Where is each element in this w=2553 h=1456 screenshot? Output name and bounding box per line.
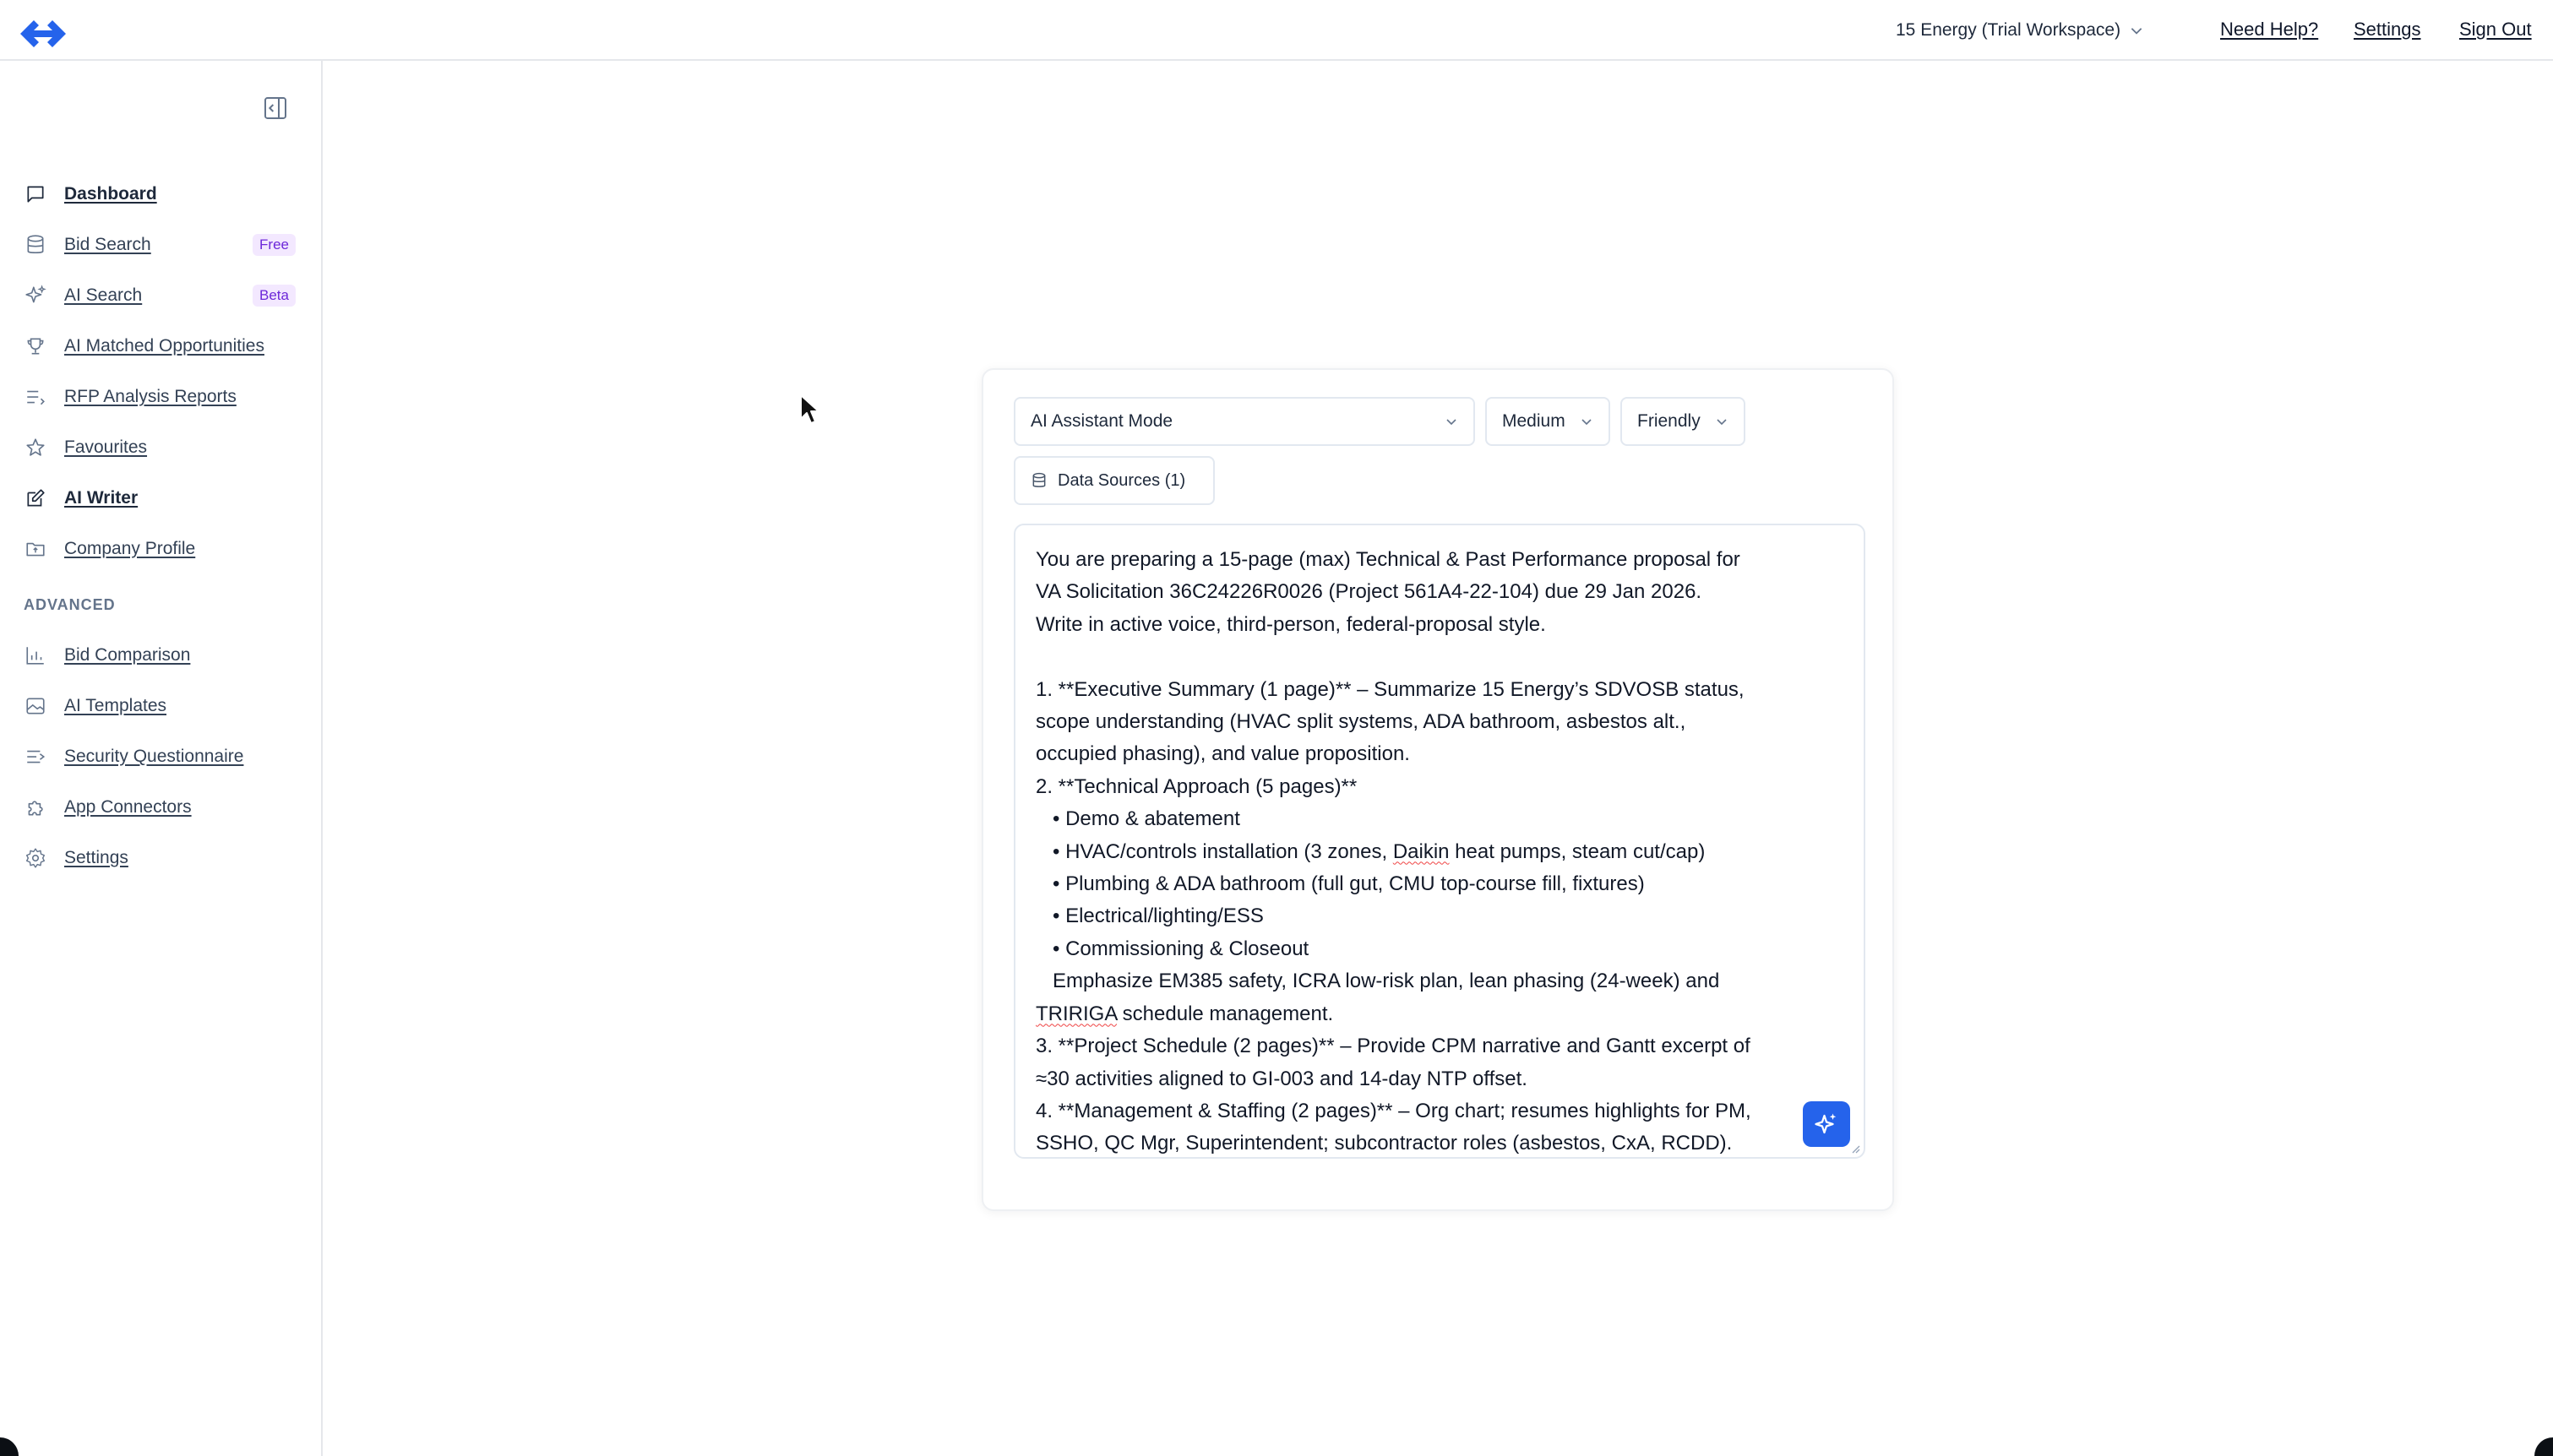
sidebar-item-ai-search[interactable] (24, 279, 302, 312)
message-square-icon (24, 182, 47, 206)
list-icon (24, 385, 47, 409)
sign-out-link[interactable]: Sign Out (2459, 19, 2532, 40)
sidebar-item-label: App Connectors (64, 797, 192, 817)
sidebar-item-dashboard[interactable] (24, 177, 302, 211)
sidebar-item-ai-writer[interactable] (24, 481, 302, 515)
ai-writer-card (982, 368, 1894, 1211)
sparkles-icon (1814, 1111, 1839, 1137)
sidebar (0, 61, 323, 1456)
edit-icon (24, 486, 47, 510)
image-icon (24, 694, 47, 718)
sidebar-item-label: Favourites (64, 437, 148, 457)
need-help-link[interactable]: Need Help? (2220, 19, 2319, 40)
prompt-text: You are preparing a 15-page (max) Technical & Past Performance proposal for VA Solicitation 36C24226R0026 (Project 561A4-22-104) due 29 Jan 2026. Write in active voice, third-person, federal-proposal style. 1. **Executive Summary (1 page)** – Summarize 15 Energy’s SDVOSB status, scope understanding (HVAC split systems, ADA bathroom, asbestos alt., occupied phasing), and value proposition. 2. **Technical Approach (5 pages)** • Demo & abatement • HVAC/controls installation (3 zones, Daikin heat pumps, steam cut/cap) • Plumbing & ADA bathroom (full gut, CMU top-course fill, fixtures) • Electrical/lighting/ESS • Commissioning & Closeout Emphasize EM385 safety, ICRA low-risk plan, lean phasing (24-week) and TRIRIGA schedule management. 3. **Project Schedule (2 pages)** – Provide CPM narrative and Gantt excerpt of ≈30 activities aligned to GI-003 and 14-day NTP offset. 4. **Management & Staffing (2 pages)** – Org chart; resumes highlights for PM, SSHO, QC Mgr, Superintendent; subcontractor roles (asbestos, CxA, RCDD). (1036, 548, 1751, 1155)
sidebar-item-settings[interactable] (24, 841, 302, 875)
sidebar-item-app-connectors[interactable] (24, 790, 302, 824)
trophy-icon (24, 334, 47, 358)
sidebar-item-label: AI Templates (64, 696, 167, 715)
gear-icon (24, 846, 47, 870)
window-corner (2534, 1437, 2553, 1456)
sidebar-item-label: Bid Comparison (64, 645, 191, 665)
assistant-mode-select[interactable] (1014, 397, 1475, 446)
chevron-down-icon (1445, 415, 1458, 428)
database-icon (24, 233, 47, 257)
data-sources-label: Data Sources (1) (1058, 470, 1186, 490)
bar-chart-icon (24, 644, 47, 667)
sidebar-item-label: Settings (64, 848, 128, 867)
sidebar-item-label: RFP Analysis Reports (64, 387, 237, 406)
settings-link[interactable]: Settings (2354, 19, 2421, 40)
beta-badge: Beta (253, 285, 296, 307)
sidebar-item-label: Bid Search (64, 235, 151, 254)
workspace-selector[interactable] (1896, 17, 2144, 44)
star-icon (24, 436, 47, 459)
sidebar-item-company-profile[interactable] (24, 532, 302, 566)
free-badge: Free (253, 234, 296, 256)
sidebar-item-label: Security Questionnaire (64, 747, 244, 766)
panel-left-icon (262, 95, 289, 122)
sidebar-item-label: Company Profile (64, 539, 196, 558)
puzzle-icon (24, 796, 47, 819)
list-arrow-icon (24, 745, 47, 769)
sidebar-item-label: AI Writer (64, 488, 139, 508)
sidebar-item-favourites[interactable] (24, 431, 302, 465)
workspace-label: 15 Energy (Trial Workspace) (1896, 20, 2121, 40)
sidebar-item-bid-comparison[interactable] (24, 638, 302, 672)
sidebar-item-label: Dashboard (64, 184, 157, 204)
sidebar-item-security-questionnaire[interactable] (24, 740, 302, 774)
sidebar-item-ai-matched-opportunities[interactable] (24, 329, 302, 363)
chevron-down-icon (2129, 23, 2144, 38)
generate-button[interactable] (1803, 1101, 1850, 1147)
assistant-mode-value: AI Assistant Mode (1031, 411, 1173, 431)
chevron-down-icon (1580, 415, 1593, 428)
chevron-down-icon (1715, 415, 1728, 428)
folder-icon (24, 537, 47, 561)
prompt-textarea[interactable] (1014, 524, 1865, 1159)
top-bar (0, 0, 2553, 61)
database-icon (1031, 472, 1048, 489)
length-value: Medium (1502, 411, 1565, 431)
tone-value: Friendly (1637, 411, 1701, 431)
advanced-section-label: ADVANCED (24, 596, 116, 613)
sidebar-item-rfp-analysis-reports[interactable] (24, 380, 302, 414)
resize-handle-icon[interactable] (1848, 1142, 1860, 1154)
sidebar-item-ai-templates[interactable] (24, 689, 302, 723)
sidebar-collapse-button[interactable] (259, 91, 292, 125)
sidebar-item-label: AI Search (64, 285, 143, 305)
tone-select[interactable] (1620, 397, 1745, 446)
app-logo-icon[interactable] (19, 17, 68, 51)
sidebar-item-bid-search[interactable] (24, 228, 302, 262)
sparkles-icon (24, 284, 47, 307)
data-sources-button[interactable] (1014, 456, 1215, 505)
sidebar-item-label: AI Matched Opportunities (64, 336, 264, 356)
length-select[interactable] (1485, 397, 1610, 446)
mouse-cursor-icon (799, 394, 821, 426)
